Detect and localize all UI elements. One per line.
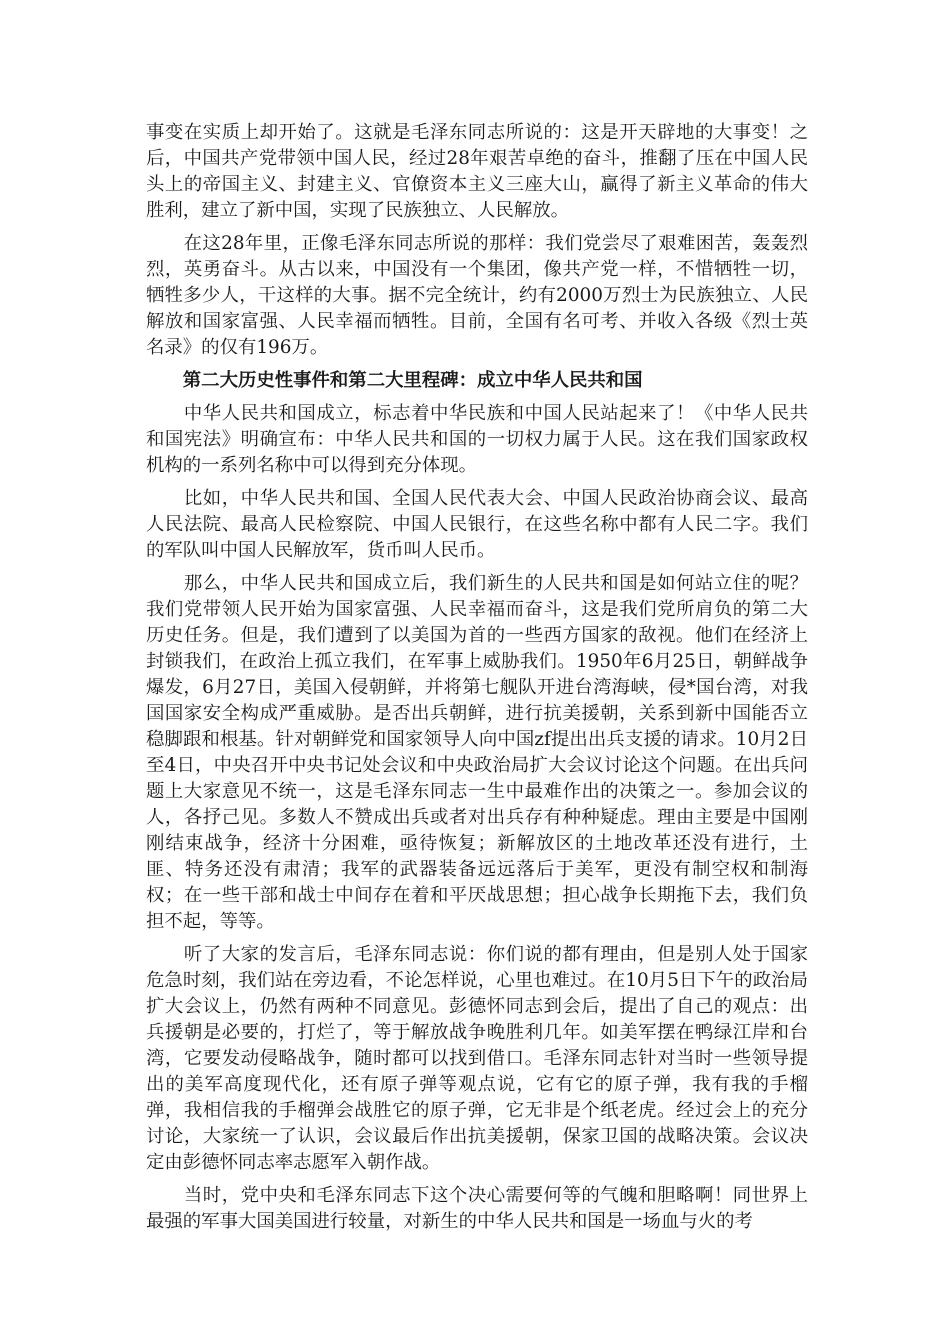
paragraph-6: 听了大家的发言后，毛泽东同志说：你们说的都有理由，但是别人处于国家危急时刻，我们站在旁边看，不论怎样说，心里也难过。在10月5日下午的政治局扩大会议上，仍然有两种不同意见。彭德怀同志到会后，提出了自己的观点：出兵援朝是必要的，打烂了，等于解放战争晚胜利几年。如美军摆在鸭绿江岸和台湾，它要发动侵略战争，随时都可以找到借口。毛泽东同志针对当时一些领导提出的美军高度现代化，还有原子弹等观点说，它有它的原子弹，我有我的手榴弹，我相信我的手榴弹会战胜它的原子弹，它无非是个纸老虎。经过会上的充分讨论，大家统一了认识，会议最后作出抗美援朝，保家卫国的战略决策。会议决定由彭德怀同志率志愿军入朝作战。 (146, 944, 808, 1173)
paragraph-3: 中华人民共和国成立，标志着中华民族和中国人民站起来了！《中华人民共和国宪法》明确宣布：中华人民共和国的一切权力属于人民。这在我们国家政权机构的一系列名称中可以得到充分体现。 (146, 403, 808, 476)
section-heading: 第二大历史性事件和第二大里程碑：成立中华人民共和国 (146, 370, 643, 391)
paragraph-1: 事变在实质上却开始了。这就是毛泽东同志所说的：这是开天辟地的大事变！之后，中国共产党带领中国人民，经过28年艰苦卓绝的奋斗，推翻了压在中国人民头上的帝国主义、封建主义、官僚资本主义三座大山，赢得了新主义革命的伟大胜利，建立了新中国，实现了民族独立、人民解放。 (146, 122, 808, 221)
paragraph-5: 那么，中华人民共和国成立后，我们新生的人民共和国是如何站立住的呢？我们党带领人民开始为国家富强、人民幸福而奋斗，这是我们党所肩负的第二大历史任务。但是，我们遭到了以美国为首的一些西方国家的敌视。他们在经济上封锁我们，在政治上孤立我们，在军事上威胁我们。1950年6月25日，朝鲜战争爆发，6月27日，美国入侵朝鲜，并将第七舰队开进台湾海峡，侵*国台湾，对我国国家安全构成严重威胁。是否出兵朝鲜，进行抗美援朝，关系到新中国能否立稳脚跟和根基。针对朝鲜党和国家领导人向中国zf提出出兵支援的请求。10月2日至4日，中央召开中央书记处会议和中央政治局扩大会议讨论这个问题。在出兵问题上大家意见不统一，这是毛泽东同志一生中最难作出的决策之一。参加会议的人，各抒己见。多数人不赞成出兵或者对出兵存有种种疑虑。理由主要是中国刚刚结束战争，经济十分困难，亟待恢复；新解放区的土地改革还没有进行，土匪、特务还没有肃清；我军的武器装备远远落后于美军，更没有制空权和制海权；在一些干部和战士中间存在着和平厌战思想；担心战争长期拖下去，我们负担不起，等等。 (146, 573, 808, 932)
document-page (146, 120, 808, 1242)
paragraph-2: 在这28年里，正像毛泽东同志所说的那样：我们党尝尽了艰难困苦，轰轰烈烈，英勇奋斗。从古以来，中国没有一个集团，像共产党一样，不惜牺牲一切，牺牲多少人，干这样的大事。据不完全统计，约有2000万烈士为民族独立、人民解放和国家富强、人民幸福而牺牲。目前，全国有名可考、并收入各级《烈士英名录》的仅有196万。 (146, 233, 808, 358)
paragraph-4: 比如，中华人民共和国、全国人民代表大会、中国人民政治协商会议、最高人民法院、最高人民检察院、中国人民银行，在这些名称中都有人民二字。我们的军队叫中国人民解放军，货币叫人民币。 (146, 488, 808, 561)
paragraph-7: 当时，党中央和毛泽东同志下这个决心需要何等的气魄和胆略啊！同世界上最强的军事大国美国进行较量，对新生的中华人民共和国是一场血与火的考 (146, 1185, 808, 1232)
